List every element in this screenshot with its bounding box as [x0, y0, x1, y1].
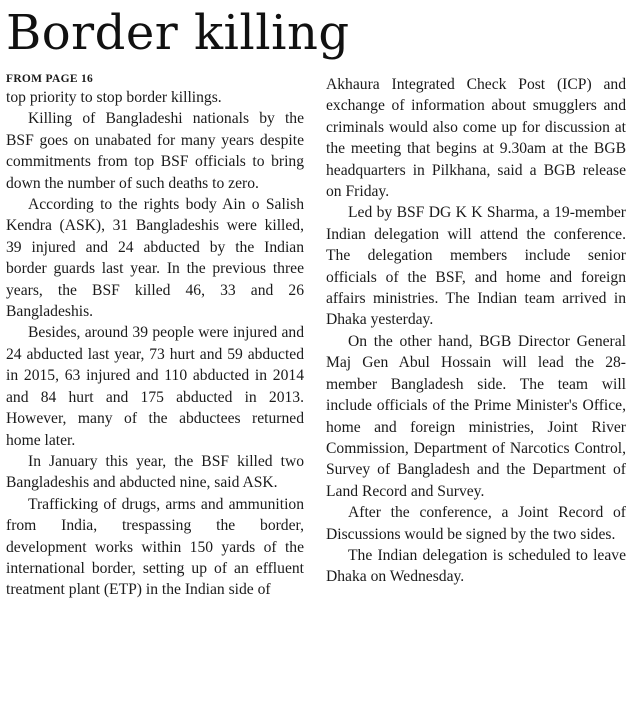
jump-line: FROM PAGE 16: [6, 73, 94, 85]
article-column-left: [6, 72, 304, 704]
paragraph: top priority to stop border killings.: [6, 89, 222, 106]
paragraph: The Indian delegation is scheduled to leave Dhaka on Wednesday.: [326, 546, 626, 586]
paragraph: Akhaura Integrated Check Post (ICP) and exchange of information about smugglers and criminals would also come up for discussion at the meeting that begins at 9.30am at the BGB headquarters in Pilkhana, said a BGB release on Friday.: [326, 76, 626, 201]
headline: Border killing: [6, 5, 350, 61]
paragraph: Trafficking of drugs, arms and ammunition from India, trespassing the border, development works within 150 yards of the international border, setting up of an effluent treatment plant (ETP) in the Indian side of: [6, 495, 304, 599]
paragraph: Killing of Bangladeshi nationals by the BSF goes on unabated for many years despite commitments from top BSF officials to bring down the number of such deaths to zero.: [6, 110, 304, 192]
paragraph: In January this year, the BSF killed two Bangladeshis and abducted nine, said ASK.: [6, 452, 304, 492]
paragraph: Led by BSF DG K K Sharma, a 19-member Indian delegation will attend the conference. The delegation members include senior officials of the BSF, and home and foreign affairs ministries. The Indian team arrived in Dhaka yesterday.: [326, 204, 626, 329]
paragraph: According to the rights body Ain o Salish Kendra (ASK), 31 Bangladeshis were killed, 39 injured and 24 abducted by the Indian border guards last year. In the previous three years, the BSF killed 46, 33 and 26 Bangladeshis.: [6, 196, 304, 321]
paragraph: Besides, around 39 people were injured and 24 abducted last year, 73 hurt and 59 abducted in 2015, 63 injured and 110 abducted in 2014 and 84 hurt and 175 abducted in 2013. However, many of the abductees returned home later.: [6, 324, 304, 449]
article-column-right: [326, 74, 626, 706]
paragraph: After the conference, a Joint Record of Discussions would be signed by the two sides.: [326, 504, 626, 543]
paragraph: On the other hand, BGB Director General Maj Gen Abul Hossain will lead the 28-member Bangladesh side. The team will include officials of the Prime Minister's Office, home and foreign ministries, Joint River Commission, Department of Narcotics Control, Survey of Bangladesh and the Department of Land Record and Survey.: [326, 332, 626, 500]
